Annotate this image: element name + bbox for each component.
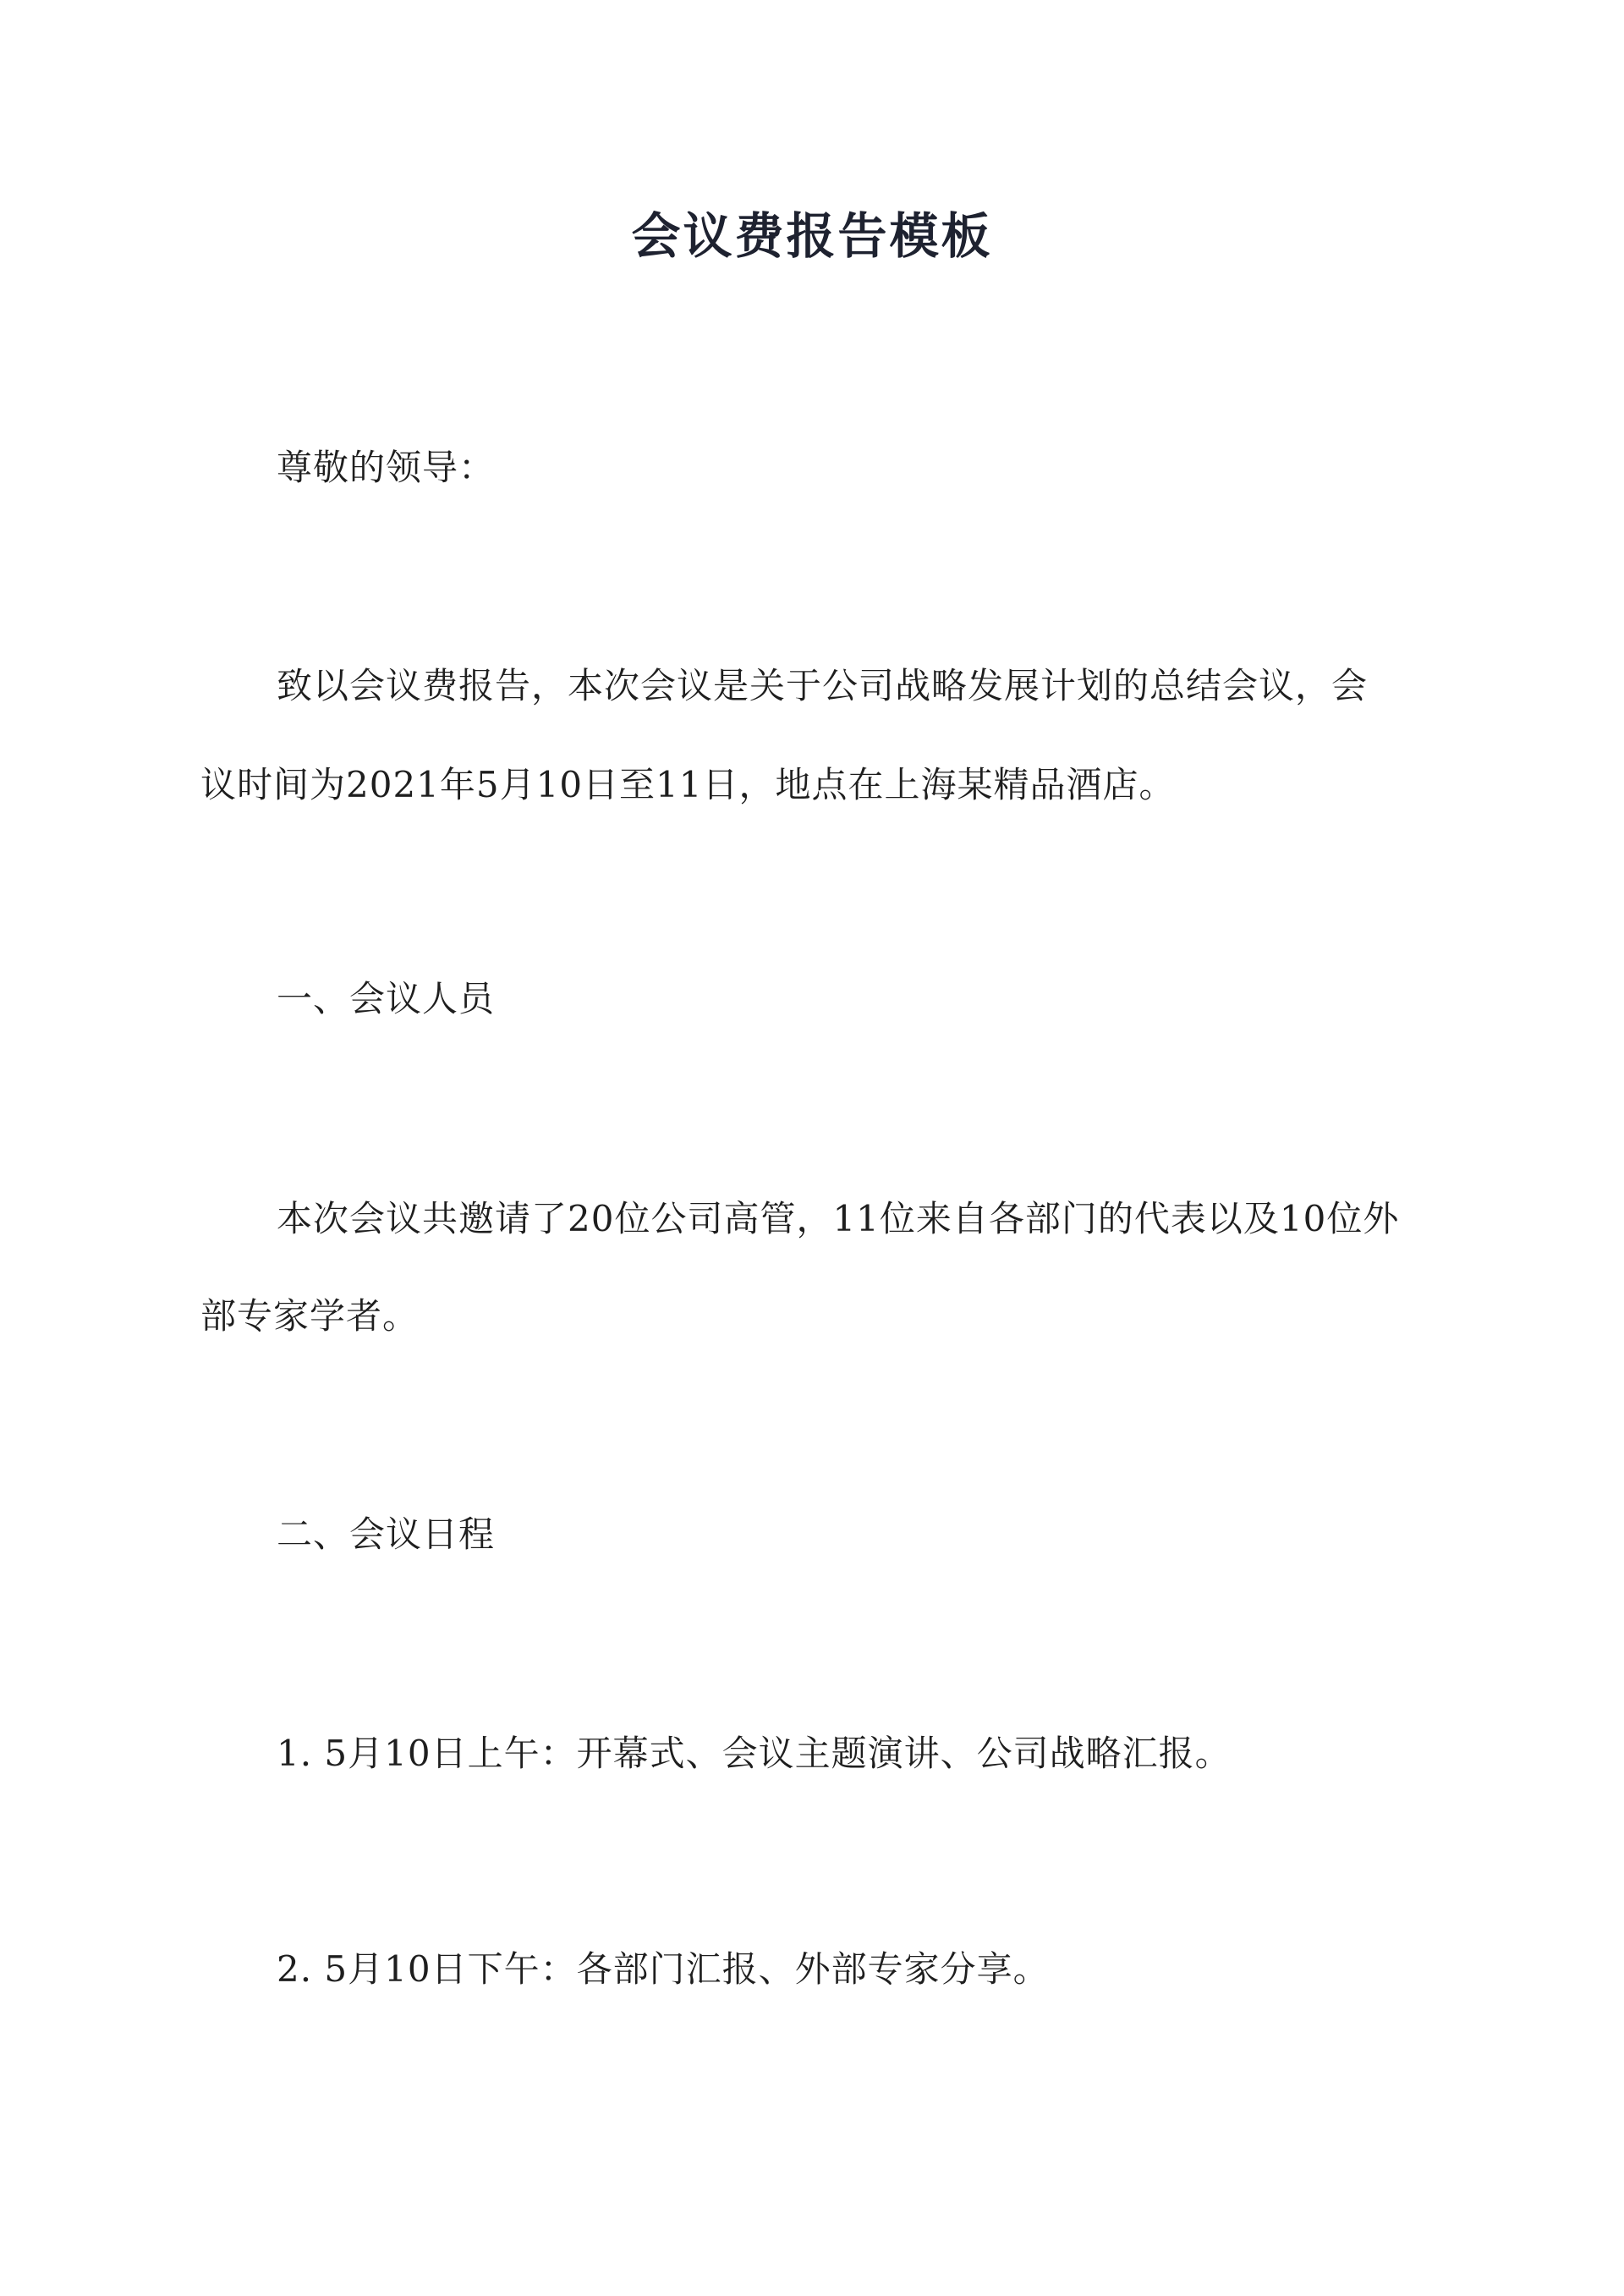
- salutation: 尊敬的领导：: [277, 447, 496, 488]
- attendees-line-2: 部专家学者。: [200, 1295, 420, 1337]
- schedule-item-1: 1. 5月10日上午：开幕式、会议主题演讲、公司战略汇报。: [277, 1733, 1232, 1774]
- section-heading-attendees: 一、会议人员: [277, 978, 496, 1019]
- schedule-item-2: 2. 5月10日下午：各部门汇报、外部专家分享。: [277, 1948, 1050, 1990]
- intro-line-2: 议时间为2021年5月10日至11日，地点在上海某精品酒店。: [200, 764, 1176, 805]
- attendees-line-1: 本次会议共邀请了20位公司高管，11位来自各部门的代表以及10位外: [277, 1198, 1400, 1239]
- section-heading-schedule: 二、会议日程: [277, 1513, 496, 1555]
- intro-line-1: 致以会议费报告，本次会议是关于公司战略发展计划的总结会议，会: [277, 665, 1369, 706]
- document-title: 会议费报告模板: [631, 207, 993, 265]
